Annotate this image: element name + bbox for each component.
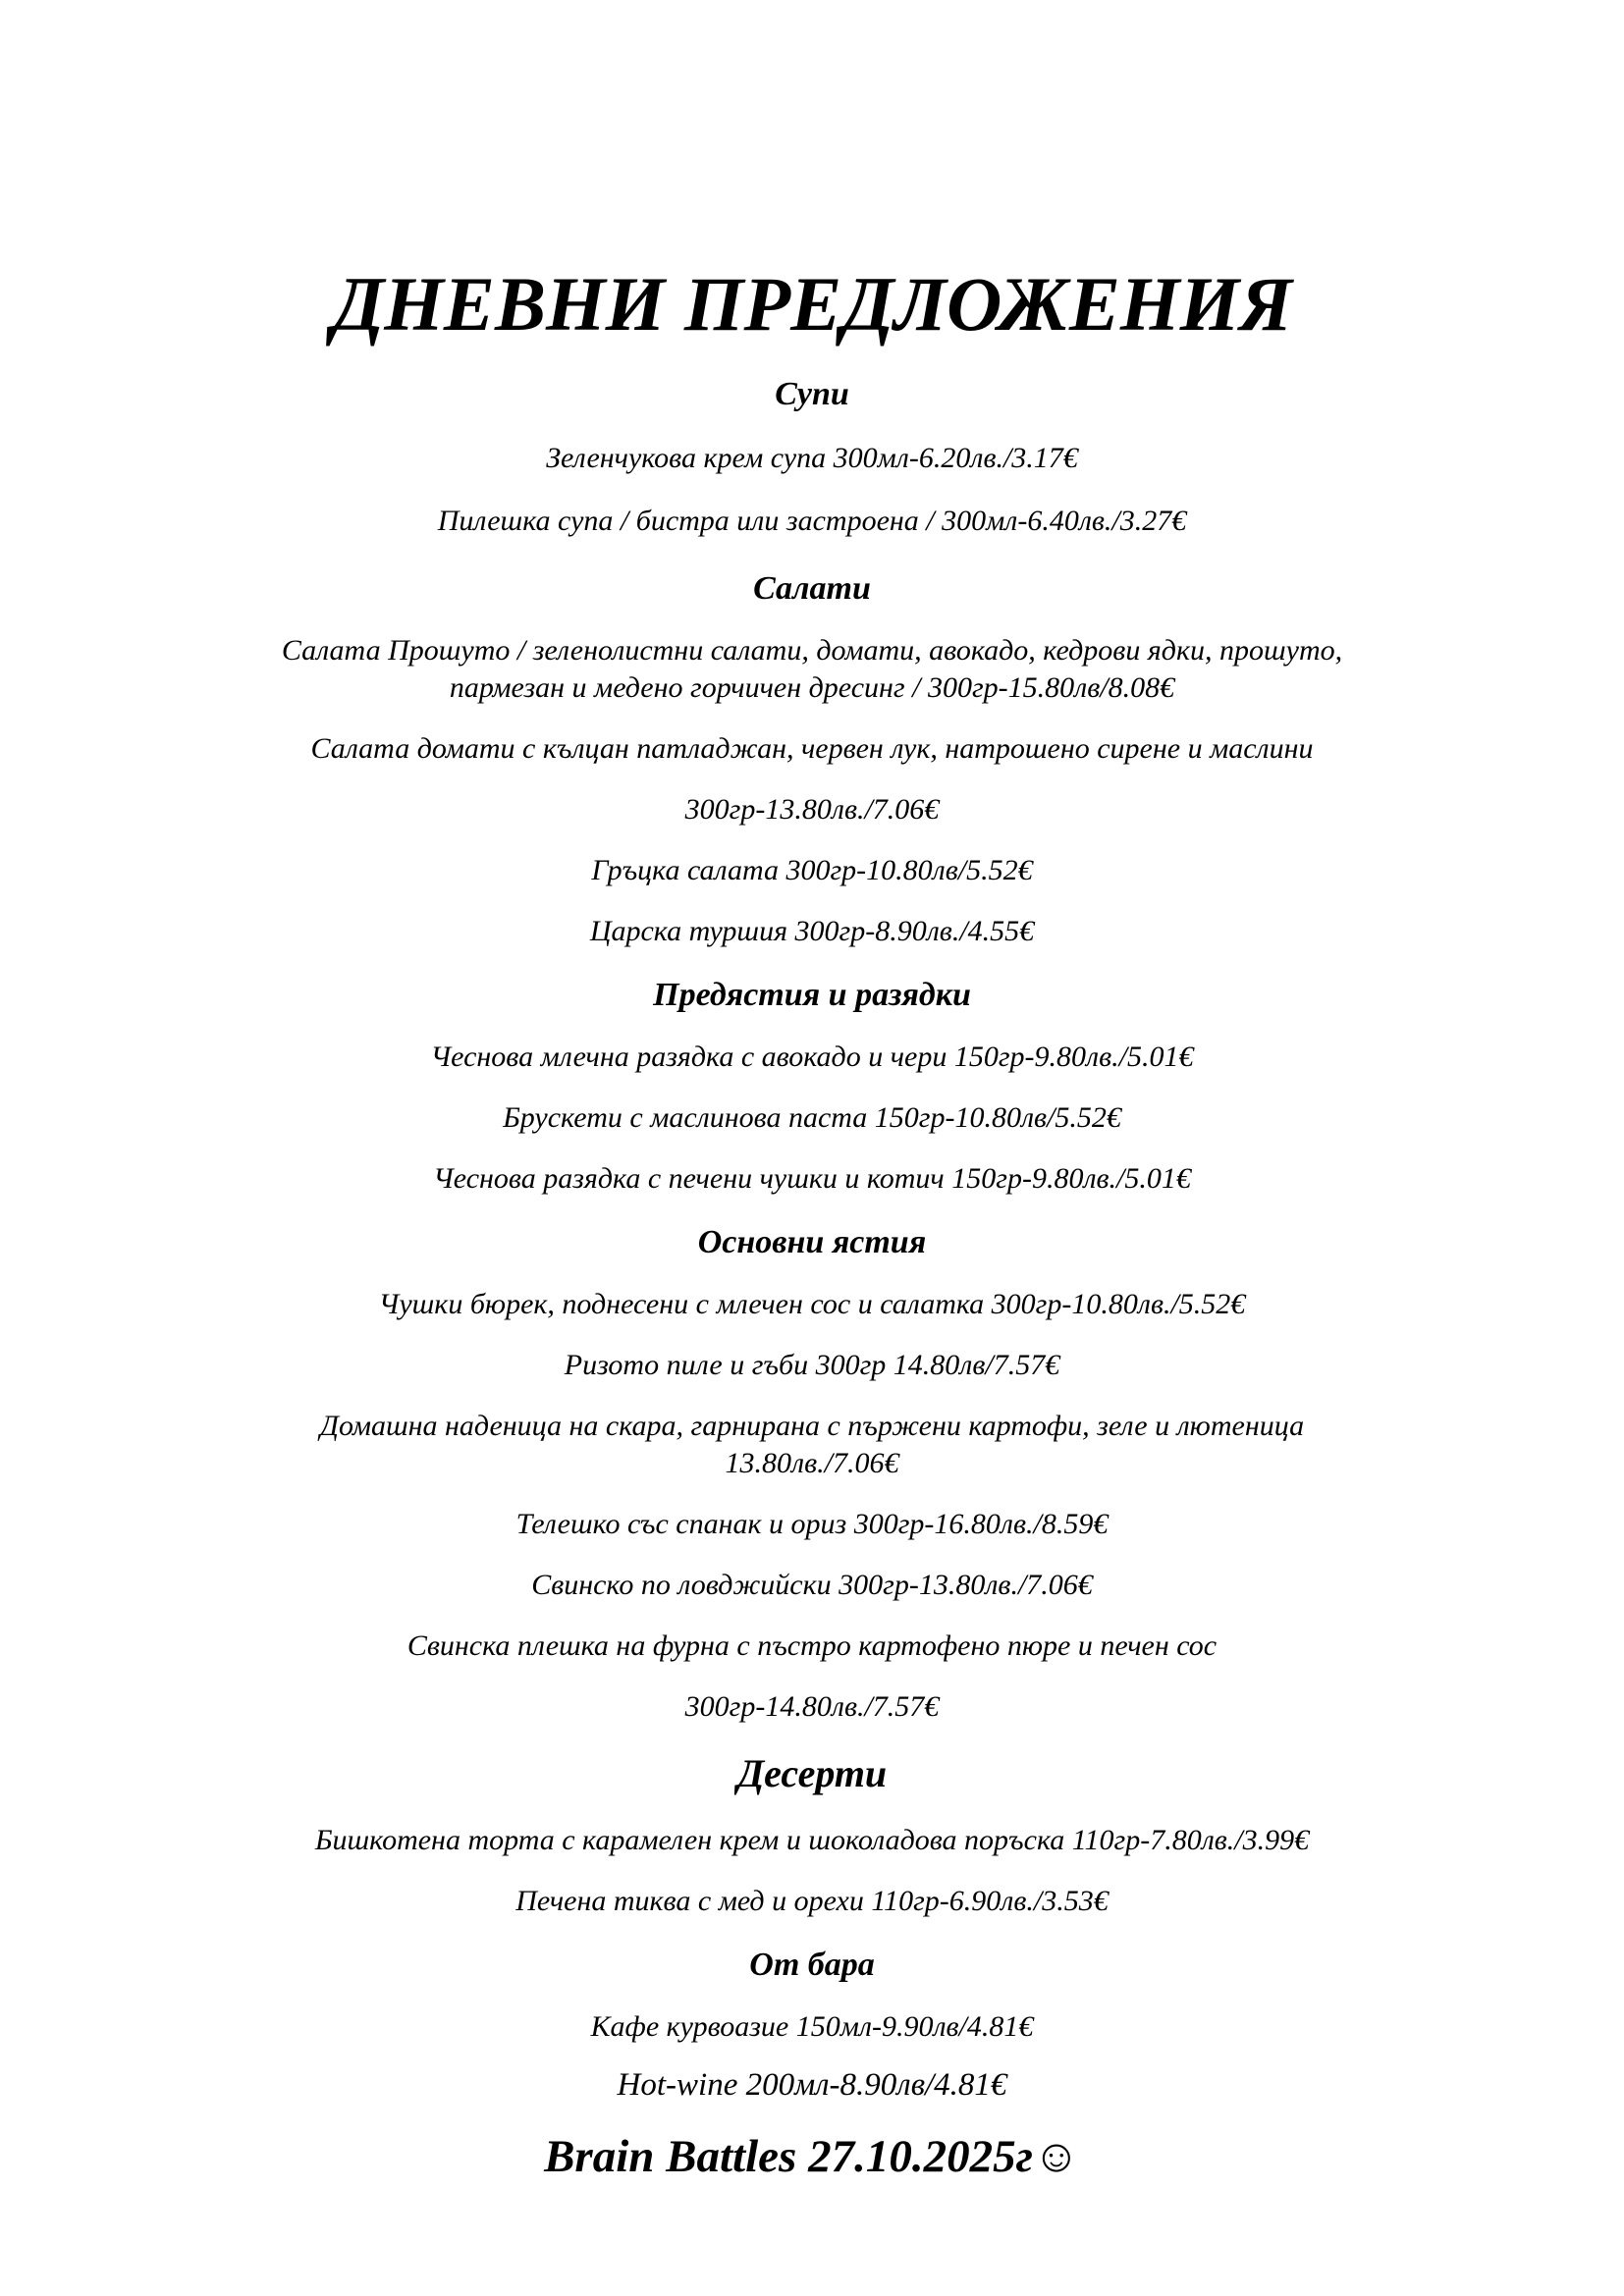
menu-item: Чушки бюрек, поднесени с млечен сос и салатка 300гр-10.80лв./5.52€ [378,1288,1246,1320]
event-footer: Brain Battles 27.10.2025г☺ [544,2131,1080,2182]
menu-item: Салата домати с кълцан патладжан, червен лук, натрошено сирене и маслини [310,732,1314,765]
menu-item: Домашна наденица на скара, гарнирана с пържени картофи, зеле и лютеница [319,1410,1305,1442]
menu-item: Свинска плешка на фурна с пъстро картофено пюре и печен сос [406,1629,1218,1662]
menu-item-continuation: 300гр-13.80лв./7.06€ [684,793,940,826]
menu-item: Царска туршия 300гр-8.90лв./4.55€ [589,915,1035,947]
menu-item: Ризото пиле и гъби 300гр 14.80лв/7.57€ [564,1349,1060,1381]
menu-item-continuation: пармезан и медено горчичен дресинг / 300гр-15.80лв/8.08€ [449,671,1175,704]
menu-item: Чеснова млечна разядка с авокадо и чери 150гр-9.80лв./5.01€ [430,1041,1194,1073]
menu-item: Телешко със спанак и ориз 300гр-16.80лв./8.59€ [515,1508,1109,1540]
menu-item: Чеснова разядка с печени чушки и котич 150гр-9.80лв./5.01€ [433,1162,1191,1195]
menu-item: Hot-wine 200мл-8.90лв/4.81€ [617,2067,1007,2103]
menu-item-continuation: 300гр-14.80лв./7.57€ [684,1690,940,1723]
section-heading-mains: Основни ястия [697,1224,927,1260]
section-heading-bar: От бара [749,1947,875,1983]
section-heading-desserts: Десерти [736,1751,888,1795]
menu-item: Печена тиква с мед и орехи 110гр-6.90лв./3.53€ [515,1885,1109,1917]
menu-item: Свинско по ловджийски 300гр-13.80лв./7.06€ [531,1569,1093,1601]
menu-item-continuation: 13.80лв./7.06€ [725,1447,899,1479]
section-heading-soups: Супи [775,376,849,412]
section-heading-salads: Салати [753,570,871,607]
page-title: ДНЕВНИ ПРЕДЛОЖЕНИЯ [331,261,1293,347]
menu-item: Бишкотена торта с карамелен крем и шоколадова поръска 110гр-7.80лв./3.99€ [314,1824,1310,1856]
menu-item: Пилешка супа / бистра или застроена / 300мл-6.40лв./3.27€ [437,505,1187,537]
menu-item: Кафе курвоазие 150мл-9.90лв/4.81€ [590,2010,1034,2043]
menu-item: Зеленчукова крем супа 300мл-6.20лв./3.17€ [546,442,1078,474]
section-heading-starters: Предястия и разядки [653,977,971,1013]
menu-item: Гръцка салата 300гр-10.80лв/5.52€ [591,854,1033,886]
menu-item: Салата Прошуто / зеленолистни салати, домати, авокадо, кедрови ядки, прошуто, [281,634,1343,667]
menu-item: Брускети с маслинова паста 150гр-10.80лв/5.52€ [503,1101,1121,1134]
